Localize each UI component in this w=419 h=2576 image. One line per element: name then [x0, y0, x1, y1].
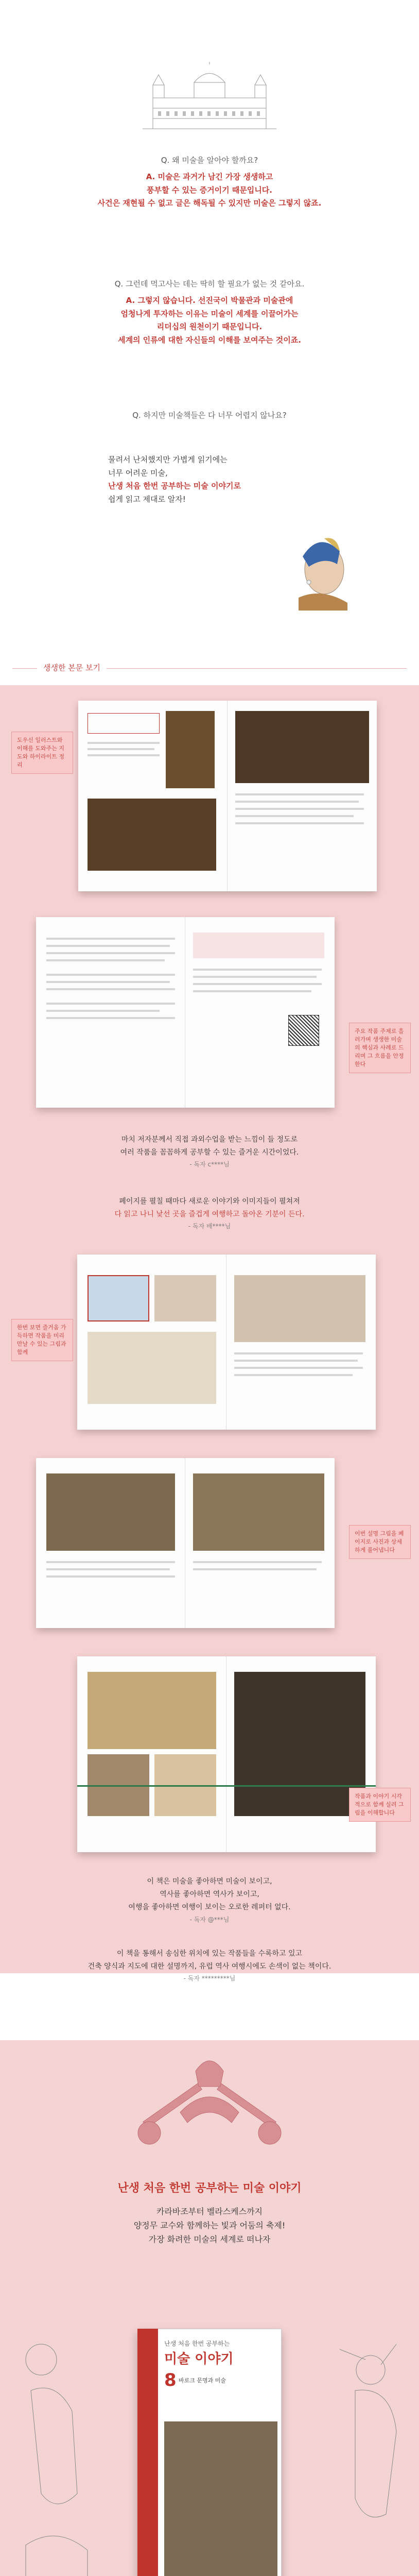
page-left	[36, 1458, 185, 1628]
qa-block-2	[0, 278, 419, 347]
note-3: 한번 보면 즐거움 가득하면 작품을 미리 만날 수 있는 그림과 함께	[11, 1319, 73, 1361]
note-5: 작품과 이야기 시각적으로 함께 실려 그림을 이해합니다	[349, 1788, 411, 1822]
portrait-painting	[288, 520, 355, 611]
review-quote-3	[0, 1875, 419, 1925]
quote-line: 마치 저자분께서 직접 과외수업을 받는 느낌이 들 정도로	[121, 1136, 298, 1144]
question: Q. 하지만 미술책들은 다 너무 어렵지 않나요?	[132, 411, 287, 420]
quote-line: 다 읽고 나니 낯선 곳을 즐겁게 여행하고 돌아온 기분이 든다.	[114, 1210, 305, 1219]
section-header	[0, 652, 419, 683]
page-left	[36, 917, 185, 1108]
quote-line: 건축 양식과 지도에 대한 설명까지, 유럽 역사 여행시에도 손색이 없는 책이다.	[88, 1962, 331, 1971]
answer-line: 세계의 인류에 대한 자신들의 이해를 보여주는 것이죠.	[118, 335, 301, 345]
note-2: 주요 작품 주제로 흘러가며 생생한 미술의 핵심과 사례로 드리며 그 흐름을 안정한다	[349, 1023, 411, 1073]
question: Q. 왜 미술을 알아야 할까요?	[161, 156, 258, 165]
note-1: 도우신 일러스트와 이해를 도와주는 지도와 하이라이트 정리	[11, 732, 73, 774]
hero-line: 카라바조부터 벨라스케스까지	[156, 2207, 263, 2216]
statue-right-illustration	[319, 2329, 412, 2576]
book-spread-5	[77, 1656, 376, 1852]
page-left	[77, 1255, 226, 1430]
quote-author: - 독자 *********님	[183, 1975, 236, 1982]
cover-subtitle: 바로크 문명과 미술	[179, 2377, 226, 2384]
answer-line: 난생 처음 한번 공부하는 미술 이야기로	[108, 481, 241, 490]
hero-block	[0, 2179, 419, 2247]
page-left	[78, 701, 228, 891]
page-right	[226, 1255, 376, 1430]
answer-line: A. 미술은 과거가 남긴 가장 생생하고	[146, 172, 273, 181]
qa-block-3	[0, 410, 419, 426]
hero-title: 난생 처음 한번 공부하는 미술 이야기	[117, 2182, 302, 2195]
book-spread-3	[77, 1255, 376, 1430]
page-right	[185, 1458, 335, 1628]
cover-volume: 8	[164, 2370, 177, 2391]
qa-block-1	[0, 155, 419, 210]
quote-line: 역사를 좋아하면 역사가 보이고,	[160, 1890, 259, 1899]
cover-title: 미술 이야기	[164, 2351, 234, 2367]
page-left	[77, 1656, 226, 1852]
quote-line: 이 책은 미술을 좋아하면 미술이 보이고,	[147, 1877, 272, 1886]
answer-line: A. 그렇지 않습니다. 선진국이 박물관과 미술관에	[126, 296, 293, 305]
cover-series: 난생 처음 한번 공부하는	[164, 2340, 230, 2347]
section-title: 생생한 본문 보기	[37, 660, 107, 675]
answer-line: 리더십의 원천이기 때문입니다.	[156, 322, 263, 331]
page-right	[185, 917, 335, 1108]
crossed-keys-illustration	[118, 2040, 301, 2164]
answer-line: 물려서 난처했지만 가볍게 읽기에는	[108, 455, 228, 464]
promo-section	[0, 2040, 419, 2576]
quote-line: 여러 작품을 꼼꼼하게 공부할 수 있는 즐거운 시간이었다.	[120, 1148, 299, 1157]
answer-line: 엄청나게 투자하는 이유는 미술이 세계를 이끌어가는	[120, 309, 299, 318]
cover-spine	[137, 2329, 158, 2576]
hero-line: 가장 화려한 미술의 세계로 떠나자	[148, 2234, 271, 2245]
book-spread-4	[36, 1458, 335, 1628]
quote-line: 페이지를 펼칠 때마다 새로운 이야기와 이미지들이 펼쳐져	[119, 1197, 300, 1206]
answer-line: 쉽게 읽고 제대로 알자!	[108, 494, 186, 504]
book-spread-1	[78, 701, 377, 891]
note-4: 이번 설명 그림을 페이지로 사진과 상세하게 풀어냅니다	[349, 1525, 411, 1559]
review-quote-2	[0, 1195, 419, 1232]
page-right	[226, 1656, 376, 1852]
answer-3	[108, 453, 283, 506]
question: Q. 그런데 먹고사는 데는 딱히 할 필요가 없는 것 같아요.	[114, 279, 305, 289]
book-cover	[137, 2329, 282, 2576]
quote-line: 이 책을 통해서 송심한 위치에 있는 작품들을 수록하고 있고	[116, 1950, 303, 1958]
review-quote-4	[0, 1947, 419, 1985]
quote-author: - 독자 배****님	[188, 1223, 231, 1230]
answer-line: 사건은 재현될 수 없고 글은 해독될 수 있지만 미술은 그렇지 않죠.	[97, 198, 322, 208]
statue-left-illustration	[10, 2329, 98, 2576]
hero-line: 양정무 교수와 함께하는 빛과 어둠의 축제!	[133, 2221, 286, 2231]
answer-line: 풍부할 수 있는 증거이기 때문입니다.	[147, 185, 272, 195]
quote-author: - 독자 c****님	[189, 1161, 230, 1168]
page-right	[228, 701, 377, 891]
review-quote-1	[0, 1133, 419, 1171]
quote-line: 여행을 좋아하면 여행이 보이는 오로한 레퍼터 없다.	[128, 1903, 291, 1912]
cover-art	[164, 2421, 277, 2576]
book-spread-2	[36, 917, 335, 1108]
answer-line: 너무 어려운 미술,	[108, 468, 168, 478]
building-illustration	[143, 62, 276, 134]
quote-author: - 독자 @***님	[189, 1916, 230, 1923]
